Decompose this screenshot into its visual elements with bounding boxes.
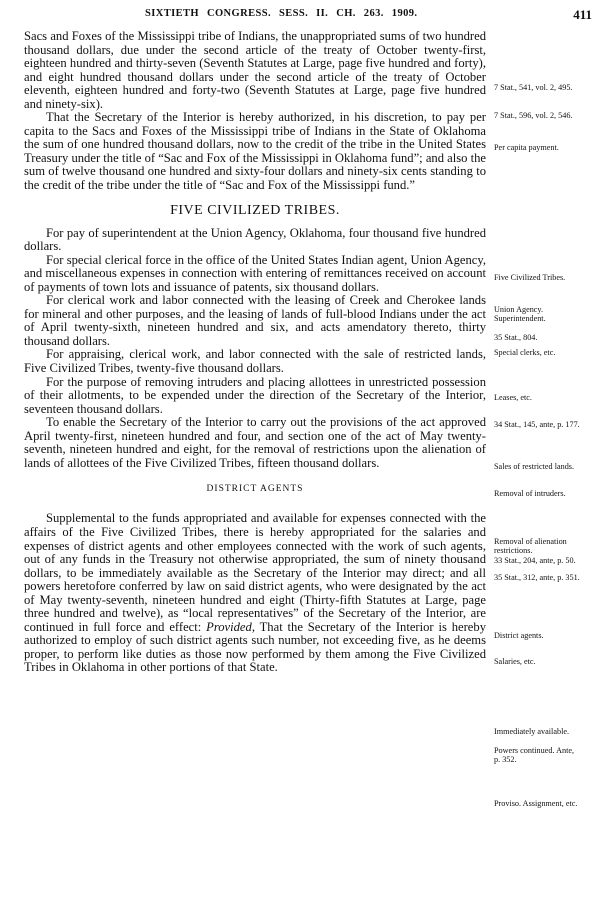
paragraph-district-agents	[24, 512, 486, 675]
margin-note: Powers continued. Ante, p. 352.	[494, 746, 575, 764]
margin-note: 35 Stat., 804.	[494, 333, 538, 342]
margin-note: Union Agency. Superintendent.	[494, 305, 546, 323]
margin-note: Salaries, etc.	[494, 657, 536, 666]
margin-note: Per capita payment.	[494, 143, 559, 152]
section-heading-district-agents: DISTRICT AGENTS	[206, 484, 304, 495]
margin-note: Immediately available.	[494, 727, 570, 736]
paragraph-sac-fox-sums: Sacs and Foxes of the Mississippi tribe of Indians, the unappropriated sums of two hundred thousand dollars, due under the second article of the treaty of October twenty-first, eighteen hundred and thirty-seven (Seventh Statutes at Large, page five hundred and forty), and eight hundred thousand dollars under the second article of the treaty of October eleventh, eighteen hundred and forty-two (Seventh Statutes at Large, page five hundred and ninety-six).	[24, 29, 486, 111]
paragraph-district-agents-text-2: That the Secretary of the Interior is hereby authorized to employ of such district agents such number, not exceeding five, as he deems proper, to perform like duties as those now performed by them among the Five Civilized Tribes in Oklahoma in other portions of that State.	[24, 619, 486, 675]
margin-note: District agents.	[494, 631, 544, 640]
paragraph-intruders: For the purpose of removing intruders and placing allottees in unrestricted possession of their allotments, to be expended under the direction of the Secretary of the Interior, seventeen thousand dollars.	[24, 374, 486, 416]
paragraph-sales: For appraising, clerical work, and labor connected with the sale of restricted lands, Five Civilized Tribes, twenty-five thousand dollars.	[24, 347, 486, 376]
paragraph-superintendent: For pay of superintendent at the Union Agency, Oklahoma, four thousand five hundred dollars.	[24, 225, 486, 254]
margin-note: 33 Stat., 204, ante, p. 50.	[494, 556, 576, 565]
paragraph-per-capita: That the Secretary of the Interior is hereby authorized, in his discretion, to pay per capita to the Sacs and Foxes of the Mississippi tribe of Indians in the State of Oklahoma the sum of one hundred thousand dollars, now to the credit of the tribe in the United States Treasury under the title of “Sac and Fox of the Mississippi in Oklahoma fund”; and also the sum of twelve thousand one hundred and sixty-four dollars and ninety-six cents standing to the credit of the tribe under the title of “Sac and Fox of the Mississippi fund.”	[24, 110, 486, 193]
margin-note: 7 Stat., 541, vol. 2, 495.	[494, 83, 573, 92]
page-header	[0, 7, 600, 25]
margin-note: Proviso. Assignment, etc.	[494, 799, 578, 808]
page-number: 411	[573, 7, 592, 22]
margin-note: Removal of alienation restrictions.	[494, 537, 567, 555]
paragraph-special-clerks: For special clerical force in the office of the United States Indian agent, Union Agency, and miscellaneous expenses in connection with entering of remittances received on account of payments of town lots and issuance of patents, six thousand dollars.	[24, 252, 486, 294]
margin-note: Special clerks, etc.	[494, 348, 556, 357]
margin-note: Sales of restricted lands.	[494, 462, 575, 471]
margin-note: Leases, etc.	[494, 393, 532, 402]
running-head: SIXTIETH CONGRESS. SESS. II. CH. 263. 1909.	[145, 8, 418, 19]
paragraph-district-agents-text-1: Supplemental to the funds appropriated and available for expenses connected with the affairs of the Five Civilized Tribes, there is hereby appropriated for the salaries and expenses of district agents and other employees connected with the work of such agents, out of any funds in the Treasury not otherwise appropriated, the sum of ninety thousand dollars, to be immediately available as the Secretary of the Interior may direct; and all powers heretofore conferred by law on said district agents, who were designated by the act of May twenty-seventh, nineteen hundred and eight (Thirty-fifth Statutes at Large, page three hundred and twelve), as “local representatives” of the Secretary of the Interior, are continued in full force and effect:	[24, 511, 486, 634]
section-heading-five-civilized-tribes: FIVE CIVILIZED TRIBES.	[170, 202, 340, 218]
margin-note: 34 Stat., 145, ante, p. 177.	[494, 420, 580, 429]
proviso-italic: Provided,	[206, 619, 255, 634]
paragraph-restrictions: To enable the Secretary of the Interior to carry out the provisions of the act approved April twenty-first, nineteen hundred and four, and section one of the act of May twenty-seventh, nineteen hundred and eight, for the removal of restrictions upon the alienation of lands of allottees of the Five Civilized Tribes, fifteen thousand dollars.	[24, 415, 486, 470]
margin-note: 7 Stat., 596, vol. 2, 546.	[494, 111, 573, 120]
body-text	[24, 30, 486, 675]
margin-note: 35 Stat., 312, ante, p. 351.	[494, 573, 580, 582]
paragraph-leases: For clerical work and labor connected with the leasing of Creek and Cherokee lands for mineral and other purposes, and the leasing of lands of full-blood Indians under the act of April twenty-sixth, nineteen hundred and six, and acts amendatory thereto, thirty thousand dollars.	[24, 293, 486, 348]
margin-note: Five Civilized Tribes.	[494, 273, 566, 282]
margin-note: Removal of intruders.	[494, 489, 566, 498]
